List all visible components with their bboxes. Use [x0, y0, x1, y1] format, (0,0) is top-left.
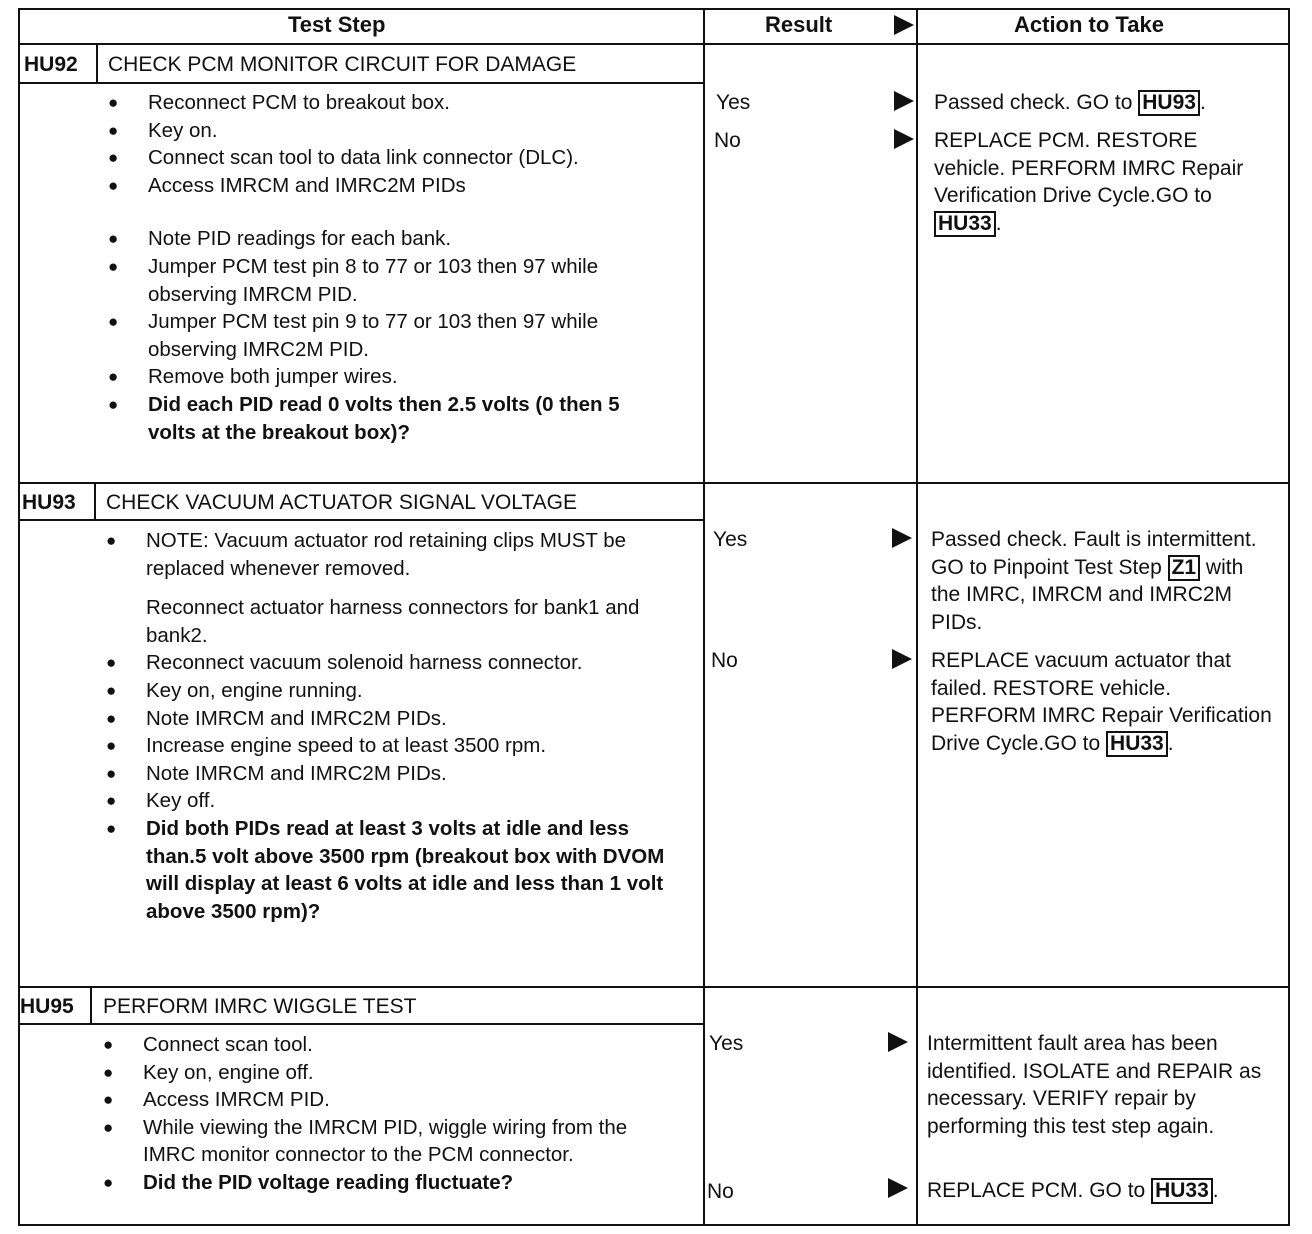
instruction-item: ● Key on, engine running. [106, 677, 676, 705]
hu93-id-divider [94, 482, 96, 521]
result-arrow-icon [888, 1178, 908, 1198]
step-reference[interactable]: HU33 [934, 211, 996, 237]
action-column-divider [916, 8, 918, 1226]
result-arrow-icon [888, 1032, 908, 1052]
hu95-title-underline [18, 1023, 703, 1025]
instruction-question: ● Did the PID voltage reading fluctuate? [103, 1169, 678, 1197]
result-no: No [711, 649, 738, 672]
header-test-step: Test Step [288, 12, 386, 37]
instruction-item: ● Jumper PCM test pin 8 to 77 or 103 then 97 while observing IMRCM PID. [108, 253, 668, 308]
instruction-item: ● NOTE: Vacuum actuator rod retaining clips MUST be replaced whenever removed. [106, 527, 676, 582]
action-text: REPLACE PCM. GO to [927, 1179, 1152, 1202]
action-text-end: . [1212, 1179, 1219, 1202]
result-yes: Yes [716, 91, 751, 114]
action-text-end: with the IMRC, IMRCM and IMRC2M PIDs. [931, 555, 1244, 634]
instruction-question: ● Did each PID read 0 volts then 2.5 volts (0 then 5 volts at the breakout box)? [108, 391, 668, 446]
instruction-item: ● While viewing the IMRCM PID, wiggle wiring from the IMRC monitor connector to the PCM connector. [103, 1114, 678, 1169]
action-text: Passed check. GO to [934, 91, 1139, 114]
instruction-item: ● Reconnect PCM to breakout box. [108, 89, 668, 117]
instruction-item: ● Remove both jumper wires. [108, 363, 668, 391]
instruction-item: ● Note IMRCM and IMRC2M PIDs. [106, 705, 676, 733]
step-instructions [106, 527, 676, 925]
step-title: PERFORM IMRC WIGGLE TEST [103, 995, 417, 1018]
step-id: HU93 [22, 491, 76, 514]
row-divider-hu95 [18, 986, 1290, 988]
action-no [927, 1177, 1282, 1205]
hu92-title-underline [18, 82, 703, 84]
step-title: CHECK VACUUM ACTUATOR SIGNAL VOLTAGE [106, 491, 578, 514]
step-reference[interactable]: Z1 [1168, 555, 1201, 581]
result-arrow-icon [894, 91, 914, 111]
result-column-divider [703, 8, 705, 1226]
action-yes [934, 89, 1274, 117]
step-reference[interactable]: HU33 [1106, 731, 1168, 757]
result-yes: Yes [709, 1032, 744, 1055]
instruction-item: ● Note IMRCM and IMRC2M PIDs. [106, 760, 676, 788]
step-title: CHECK PCM MONITOR CIRCUIT FOR DAMAGE [108, 53, 577, 76]
header-divider [18, 43, 1290, 45]
result-arrow-icon [894, 129, 914, 149]
header-result: Result [765, 12, 833, 37]
instruction-item: ● Key on. [108, 117, 668, 145]
step-id: HU95 [20, 995, 74, 1018]
step-reference[interactable]: HU93 [1138, 90, 1200, 116]
step-reference[interactable]: HU33 [1151, 1178, 1213, 1204]
action-yes [931, 526, 1276, 636]
action-text: Passed check. Fault is intermittent. GO to Pinpoint Test Step [931, 528, 1257, 579]
instruction-item: ● Key on, engine off. [103, 1059, 678, 1087]
action-yes [927, 1030, 1282, 1140]
result-arrow-icon [892, 649, 912, 669]
step-id: HU92 [24, 53, 78, 76]
instruction-item: ● Key off. [106, 787, 676, 815]
action-text-end: . [995, 211, 1002, 235]
instruction-item: ● Access IMRCM PID. [103, 1086, 678, 1114]
result-no: No [707, 1180, 734, 1203]
action-text: REPLACE PCM. RESTORE vehicle. PERFORM IMRC Repair Verification Drive Cycle.GO to [934, 129, 1244, 208]
action-text: REPLACE vacuum actuator that failed. RESTORE vehicle. PERFORM IMRC Repair Verification Drive Cycle.GO to [931, 649, 1272, 755]
header-arrow-icon [894, 15, 914, 35]
hu93-title-underline [18, 519, 703, 521]
result-arrow-icon [892, 528, 912, 548]
instruction-question: ● Did both PIDs read at least 3 volts at idle and less than.5 volt above 3500 rpm (breakout box with DVOM will display at least 6 volts at idle and less than 1 volt above 3500 rpm)? [106, 815, 676, 925]
action-text-end: . [1199, 91, 1206, 114]
instruction-item: ● Reconnect vacuum solenoid harness connector. [106, 649, 676, 677]
instruction-item: ● Jumper PCM test pin 9 to 77 or 103 then 97 while observing IMRC2M PID. [108, 308, 668, 363]
action-no [931, 647, 1276, 757]
row-divider-hu93 [18, 482, 1290, 484]
instruction-item: ● Note PID readings for each bank. [108, 225, 668, 253]
hu95-id-divider [90, 986, 92, 1025]
instruction-item: Reconnect actuator harness connectors for bank1 and bank2. [146, 596, 640, 647]
action-text: Intermittent fault area has been identified. ISOLATE and REPAIR as necessary. VERIFY repair by performing this test step again. [927, 1032, 1262, 1138]
instruction-item: ● Connect scan tool to data link connector (DLC). [108, 144, 668, 172]
step-instructions [103, 1031, 678, 1197]
result-yes: Yes [713, 528, 748, 551]
result-no: No [714, 129, 741, 152]
header-action: Action to Take [1014, 12, 1164, 37]
action-no [934, 127, 1244, 237]
action-text-end: . [1167, 731, 1174, 755]
hu92-id-divider [96, 43, 98, 84]
instruction-item: ● Access IMRCM and IMRC2M PIDs [108, 172, 668, 200]
instruction-item: ● Connect scan tool. [103, 1031, 678, 1059]
instruction-item: ● Increase engine speed to at least 3500 rpm. [106, 732, 676, 760]
step-instructions [108, 89, 668, 446]
